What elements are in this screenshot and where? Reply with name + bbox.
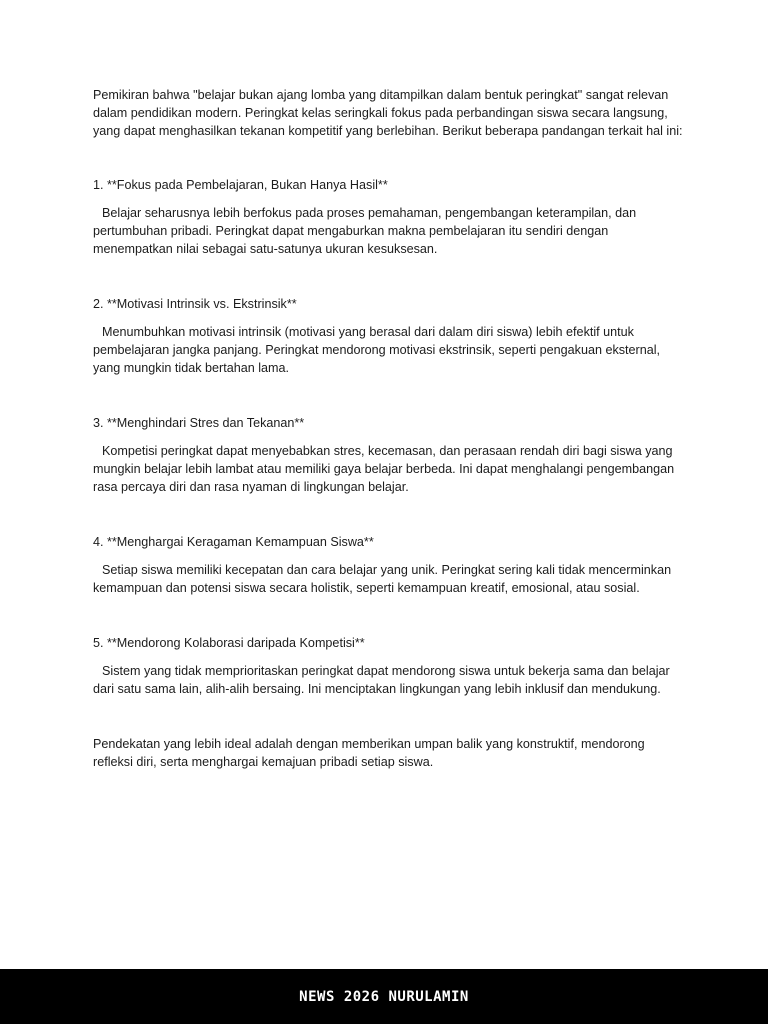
closing-paragraph: Pendekatan yang lebih ideal adalah dengan memberikan umpan balik yang konstruktif, mendorong refleksi diri, serta menghargai kemajuan pribadi setiap siswa. — [93, 737, 645, 769]
article — [93, 86, 683, 771]
point-2-body: Menumbuhkan motivasi intrinsik (motivasi yang berasal dari dalam diri siswa) lebih efektif untuk pembelajaran jangka panjang. Peringkat mendorong motivasi ekstrinsik, seperti pengakuan eksternal, yang mungkin tidak bertahan lama. — [93, 325, 661, 375]
point-3-heading: 3. **Menghindari Stres dan Tekanan** — [93, 416, 305, 430]
point-5-body: Sistem yang tidak memprioritaskan peringkat dapat mendorong siswa untuk bekerja sama dan belajar dari satu sama lain, alih-alih bersaing. Ini menciptakan lingkungan yang lebih inklusif dan mendukung. — [93, 664, 670, 696]
footer-label: NEWS 2026 NURULAMIN — [299, 988, 469, 1005]
point-1-body: Belajar seharusnya lebih berfokus pada proses pemahaman, pengembangan keterampilan, dan pertumbuhan pribadi. Peringkat dapat mengaburkan makna pembelajaran itu sendiri dengan menempatkan nilai sebagai satu-satunya ukuran kesuksesan. — [93, 206, 637, 256]
point-4-heading: 4. **Menghargai Keragaman Kemampuan Siswa** — [93, 535, 374, 549]
point-3-body: Kompetisi peringkat dapat menyebabkan stres, kecemasan, dan perasaan rendah diri bagi siswa yang mungkin belajar lebih lambat atau memiliki gaya belajar berbeda. Ini dapat menghalangi pengembangan rasa percaya diri dan rasa nyaman di lingkungan belajar. — [93, 444, 675, 494]
point-2-heading: 2. **Motivasi Intrinsik vs. Ekstrinsik** — [93, 297, 297, 311]
point-1-heading: 1. **Fokus pada Pembelajaran, Bukan Hanya Hasil** — [93, 178, 388, 192]
point-5-heading: 5. **Mendorong Kolaborasi daripada Kompetisi** — [93, 636, 365, 650]
intro-paragraph: Pemikiran bahwa "belajar bukan ajang lomba yang ditampilkan dalam bentuk peringkat" sangat relevan dalam pendidikan modern. Peringkat kelas seringkali fokus pada perbandingan siswa secara langsung, yang dapat menghasilkan tekanan kompetitif yang berlebihan. Berikut beberapa pandangan terkait hal ini: — [93, 88, 683, 138]
footer-banner — [0, 969, 768, 1024]
point-4-body: Setiap siswa memiliki kecepatan dan cara belajar yang unik. Peringkat sering kali tidak mencerminkan kemampuan dan potensi siswa secara holistik, seperti kemampuan kreatif, emosional, atau sosial. — [93, 563, 672, 595]
